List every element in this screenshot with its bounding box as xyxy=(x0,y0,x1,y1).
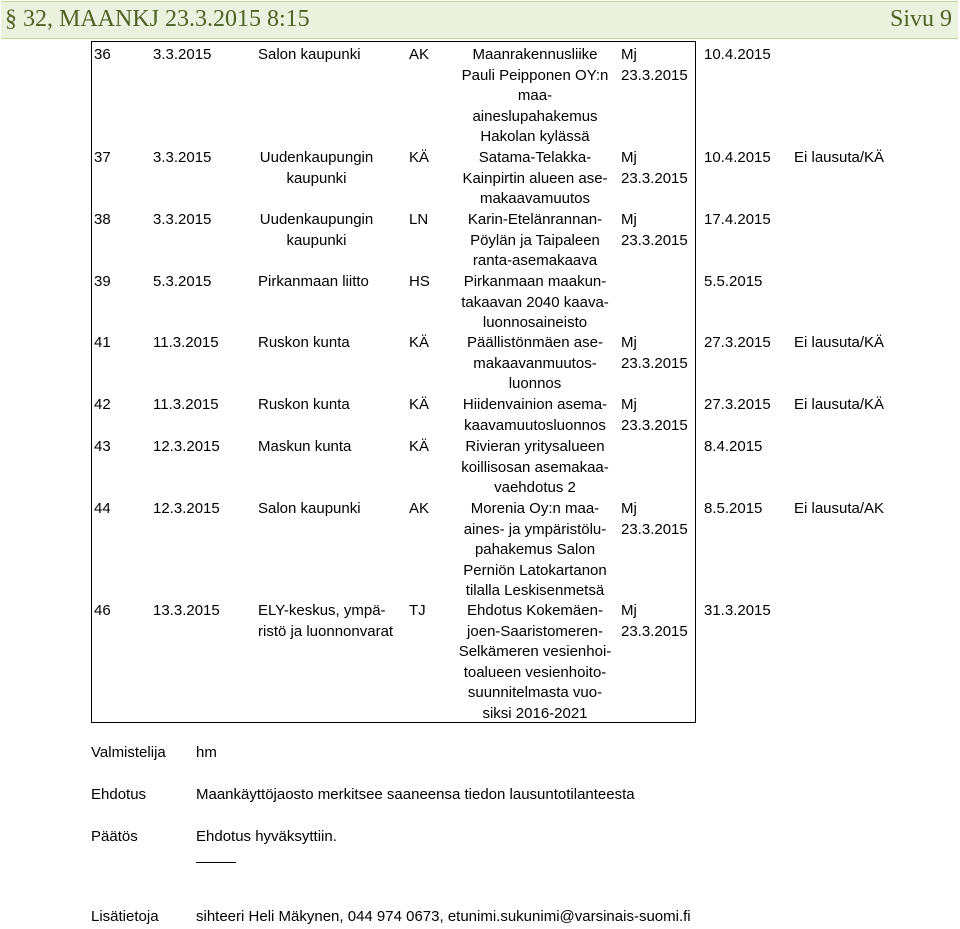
table-row-desc: Pirkanmaan maakun- takaavan 2040 kaava- luonnosaineisto xyxy=(461,273,609,331)
table-row-mj: Mj 23.3.2015 xyxy=(621,396,688,434)
info-label: Lisätietoja xyxy=(91,908,159,925)
table-row-mj: Mj 23.3.2015 xyxy=(621,149,688,187)
table-row-code: HS xyxy=(409,273,430,290)
table-row-desc: Päällistönmäen ase- makaavanmuutos- luonnos xyxy=(467,334,603,392)
table-row-number: 46 xyxy=(94,602,111,619)
table-row-org: ELY-keskus, ympä- ristö ja luonnonvarat xyxy=(258,602,394,640)
table-row-org: Ruskon kunta xyxy=(258,396,350,413)
table-row-date: 12.3.2015 xyxy=(153,500,220,517)
table-row-code: AK xyxy=(409,46,430,63)
decision-label: Päätös xyxy=(91,828,138,845)
table-row-number: 37 xyxy=(94,149,111,166)
table-row-org: Uudenkaupungin kaupunki xyxy=(259,211,374,249)
table-row-number: 41 xyxy=(94,334,111,351)
table-row-number: 38 xyxy=(94,211,111,228)
table-row-due: 27.3.2015 xyxy=(704,334,771,351)
table-row-date: 3.3.2015 xyxy=(153,149,212,166)
preparer-label: Valmistelija xyxy=(91,744,166,761)
table-row-desc: Maanrakennusliike Pauli Peipponen OY:n maa- aineslupahakemus Hakolan kylässä xyxy=(461,46,609,145)
table-row-due: 31.3.2015 xyxy=(704,602,771,619)
table-row-desc: Morenia Oy:n maa- aines- ja ympäristölu- pahakemus Salon Perniön Latokartanon tilalla Leskisenmetsä xyxy=(463,500,607,599)
table-row-due: 8.5.2015 xyxy=(704,500,763,517)
table-row-number: 44 xyxy=(94,500,111,517)
table-row-org: Pirkanmaan liitto xyxy=(258,273,369,290)
table-row-org: Uudenkaupungin kaupunki xyxy=(259,149,374,187)
table-row-status: Ei lausuta/AK xyxy=(794,500,885,517)
table-row-code: TJ xyxy=(409,602,426,619)
table-row-code: KÄ xyxy=(409,149,430,166)
table-row-code: KÄ xyxy=(409,396,430,413)
table-row-date: 3.3.2015 xyxy=(153,46,212,63)
table-row-status: Ei lausuta/KÄ xyxy=(794,334,885,351)
table-row-due: 8.4.2015 xyxy=(704,438,763,455)
table-row-date: 13.3.2015 xyxy=(153,602,220,619)
table-row-org: Salon kaupunki xyxy=(258,46,361,63)
table-row-due: 27.3.2015 xyxy=(704,396,771,413)
page-number: Sivu 9 xyxy=(889,6,952,32)
table-row-status: Ei lausuta/KÄ xyxy=(794,396,885,413)
table-row-number: 39 xyxy=(94,273,111,290)
table-row-due: 10.4.2015 xyxy=(704,149,771,166)
table-row-status: Ei lausuta/KÄ xyxy=(794,149,885,166)
table-row-code: KÄ xyxy=(409,334,430,351)
table-row-mj: Mj 23.3.2015 xyxy=(621,500,688,538)
table-row-desc: Ehdotus Kokemäen- joen-Saaristomeren- Selkämeren vesienhoi- toalueen vesienhoito- suunnitelmasta vuo- siksi 2016-2021 xyxy=(458,602,612,722)
table-row-date: 3.3.2015 xyxy=(153,211,212,228)
table-row-date: 5.3.2015 xyxy=(153,273,212,290)
table-row-number: 42 xyxy=(94,396,111,413)
table-row-due: 17.4.2015 xyxy=(704,211,771,228)
table-row-code: LN xyxy=(409,211,429,228)
table-row-date: 11.3.2015 xyxy=(153,396,219,413)
table-row-mj: Mj 23.3.2015 xyxy=(621,334,688,372)
divider xyxy=(196,862,236,863)
table-row-desc: Satama-Telakka- Kainpirtin alueen ase- makaavamuutos xyxy=(462,149,608,207)
table-row-number: 36 xyxy=(94,46,111,63)
page-header xyxy=(1,1,958,39)
table-row-due: 5.5.2015 xyxy=(704,273,763,290)
table-row-mj: Mj 23.3.2015 xyxy=(621,211,688,249)
table-row-code: KÄ xyxy=(409,438,430,455)
table-row-desc: Rivieran yritysalueen koillisosan asemakaa- vaehdotus 2 xyxy=(461,438,609,496)
table-row-number: 43 xyxy=(94,438,111,455)
table-row-org: Maskun kunta xyxy=(258,438,352,455)
table-row-desc: Hiidenvainion asema- kaavamuutosluonnos xyxy=(462,396,608,434)
table-row-code: AK xyxy=(409,500,430,517)
preparer-value: hm xyxy=(196,744,217,761)
table-row-org: Salon kaupunki xyxy=(258,500,361,517)
proposal-label: Ehdotus xyxy=(91,786,147,803)
proposal-value: Maankäyttöjaosto merkitsee saaneensa tiedon lausuntotilanteesta xyxy=(196,786,635,803)
table-row-mj: Mj 23.3.2015 xyxy=(621,46,688,84)
decision-value: Ehdotus hyväksyttiin. xyxy=(196,828,337,845)
table-row-date: 12.3.2015 xyxy=(153,438,220,455)
table-row-mj: Mj 23.3.2015 xyxy=(621,602,688,640)
table-row-org: Ruskon kunta xyxy=(258,334,350,351)
info-value: sihteeri Heli Mäkynen, 044 974 0673, etunimi.sukunimi@varsinais-suomi.fi xyxy=(196,908,691,925)
table-row-due: 10.4.2015 xyxy=(704,46,771,63)
table-row-date: 11.3.2015 xyxy=(153,334,219,351)
table-row-desc: Karin-Etelänrannan- Pöylän ja Taipaleen ranta-asemakaava xyxy=(467,211,603,269)
section-title: § 32, MAANKJ 23.3.2015 8:15 xyxy=(5,6,310,32)
